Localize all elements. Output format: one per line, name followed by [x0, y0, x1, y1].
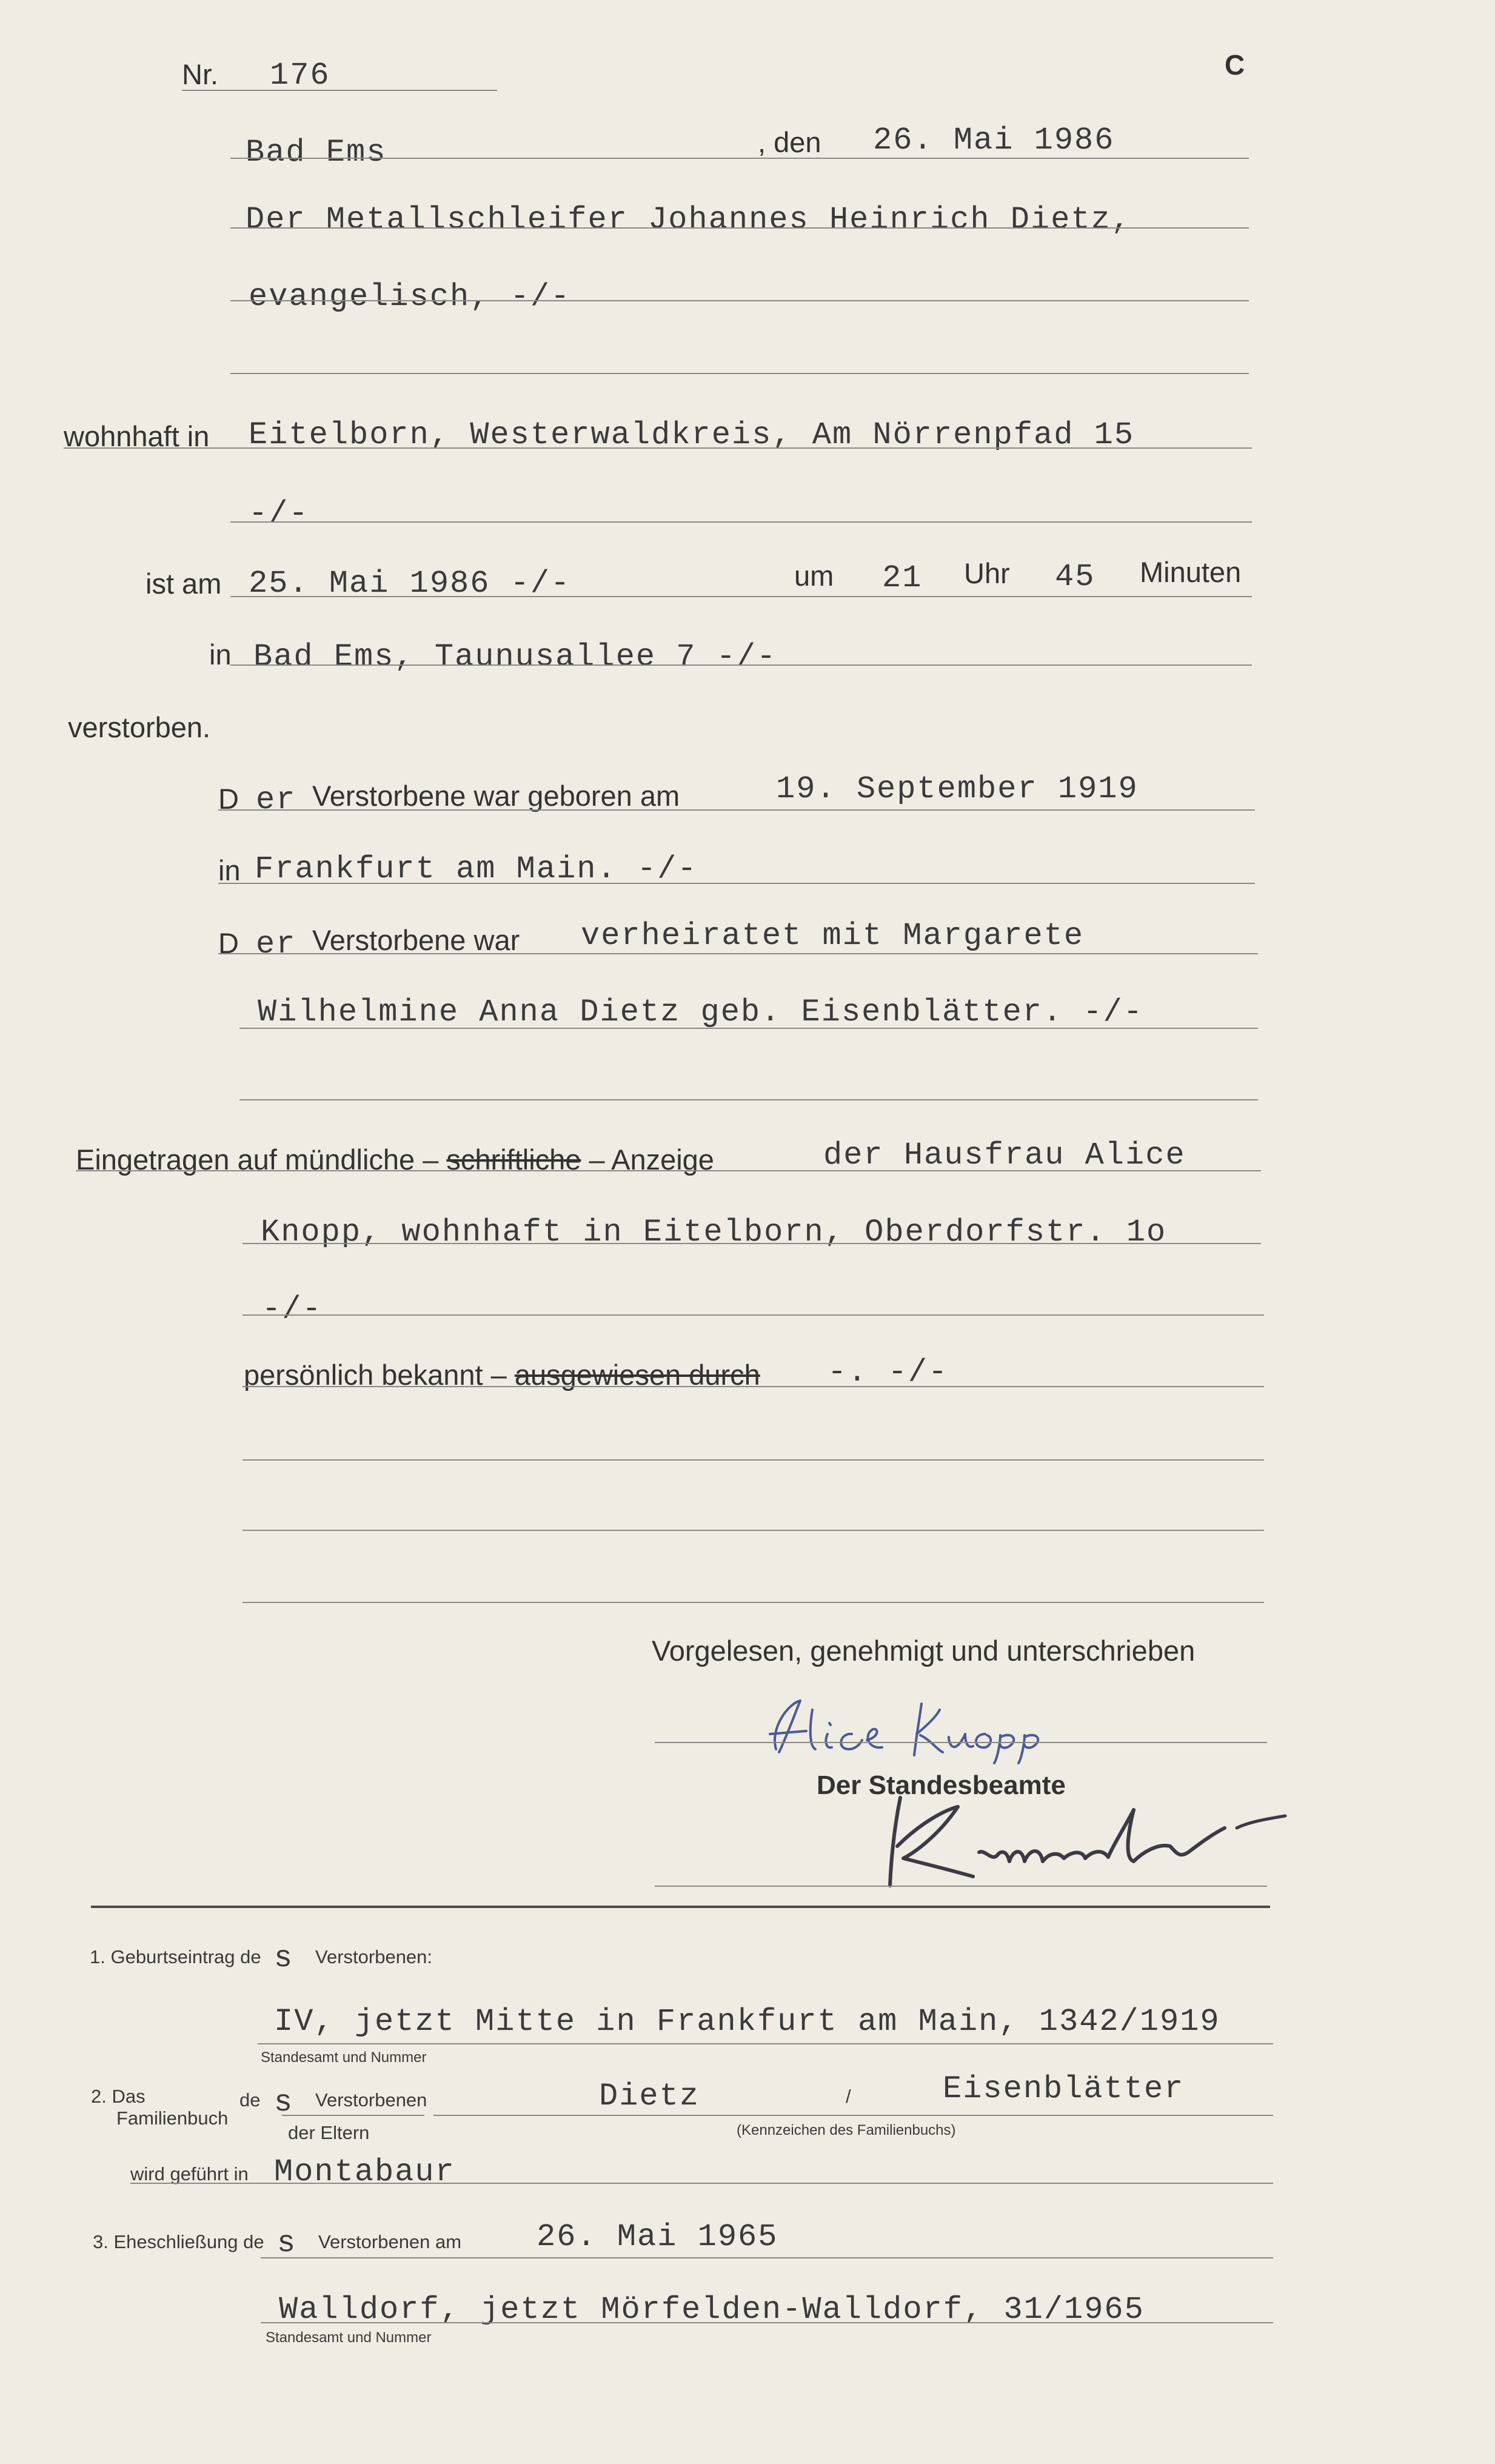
nr-label: Nr.: [182, 58, 219, 90]
informant-rule-1: [76, 1170, 1261, 1171]
registrar-label: Der Standesbeamte: [817, 1770, 1066, 1800]
family-book-s: s: [274, 2086, 293, 2120]
nr-line: [182, 90, 497, 91]
birth-entry-caption: Standesamt und Nummer: [261, 2049, 427, 2066]
marriage-entry-date-rule: [261, 2257, 1273, 2258]
marriage-entry-date: 26. Mai 1965: [537, 2219, 778, 2255]
registrar-signature: [873, 1786, 1309, 1895]
um-label: um: [794, 560, 834, 592]
address-rule: [64, 447, 1252, 449]
birth-date-rule: [218, 809, 1255, 811]
uhr-label: Uhr: [964, 557, 1010, 589]
blank-rule-2: [242, 1530, 1264, 1531]
birth-entry-rule: [258, 2043, 1273, 2044]
bleed-through-text: [788, 1140, 795, 1167]
ist-am-label: ist am: [145, 567, 222, 600]
place-value: Bad Ems: [246, 135, 387, 170]
birth-er: er: [256, 782, 296, 818]
known-label-text: persönlich bekannt –: [244, 1359, 507, 1391]
spouse-name: Wilhelmine Anna Dietz geb. Eisenblätter. -/-: [258, 994, 1144, 1030]
family-book-slash: /: [846, 2086, 851, 2107]
family-book-name-1: Dietz: [599, 2078, 700, 2114]
marriage-d-label: D: [218, 927, 239, 959]
death-place: Bad Ems, Taunusallee 7 -/-: [253, 639, 777, 675]
marriage-entry-rule: [261, 2322, 1273, 2323]
informant-line-2: Knopp, wohnhaft in Eitelborn, Oberdorfstr. 1o: [261, 1214, 1167, 1250]
marital-status-rule: [218, 953, 1258, 954]
birth-d-label: D: [218, 783, 239, 815]
registration-label-struck: schriftliche: [446, 1143, 581, 1176]
den-label: , den: [758, 126, 821, 158]
read-approved-label: Vorgelesen, genehmigt und unterschrieben: [652, 1635, 1196, 1667]
death-date: 25. Mai 1986 -/-: [249, 566, 571, 601]
address-cont-rule: [230, 521, 1252, 523]
wohnhaft-label: wohnhaft in: [64, 420, 210, 452]
blank-rule-3: [242, 1602, 1264, 1603]
deceased-line-2: evangelisch, -/-: [249, 279, 571, 315]
footer-separator: [91, 1906, 1270, 1908]
family-book-label-b: Familienbuch: [116, 2107, 229, 2129]
informant-rule-2: [242, 1243, 1261, 1244]
birth-label: Verstorbene war geboren am: [312, 780, 680, 812]
deceased-line-1: Der Metallschleifer Johannes Heinrich Dietz,: [246, 202, 1132, 238]
address-value: Eitelborn, Westerwaldkreis, Am Nörrenpfad 15: [249, 417, 1135, 453]
spouse-rule: [239, 1028, 1258, 1029]
marriage-entry-s: s: [277, 2226, 296, 2261]
known-label-struck: ausgewiesen durch: [514, 1359, 760, 1391]
informant-rule-3: [242, 1314, 1264, 1316]
informant-signature-image: [752, 1692, 1091, 1764]
registrar-signature-line: [655, 1886, 1267, 1887]
death-hour: 21: [882, 560, 923, 596]
date-value: 26. Mai 1986: [873, 122, 1115, 158]
deceased-line-2-rule: [230, 300, 1249, 301]
death-place-rule: [230, 665, 1252, 666]
informant-line-3: -/-: [262, 1291, 323, 1327]
family-book-name-2: Eisenblätter: [943, 2071, 1185, 2107]
family-book-caption: (Kennzeichen des Familienbuchs): [737, 2122, 956, 2138]
family-book-de: de: [239, 2089, 261, 2111]
death-in-label: in: [209, 638, 232, 671]
corner-letter: C: [1225, 49, 1245, 81]
death-minute: 45: [1055, 559, 1095, 595]
nr-value: 176: [270, 58, 330, 93]
marriage-blank-rule: [239, 1099, 1258, 1100]
birth-entry-label-b: Verstorbenen:: [315, 1946, 433, 1967]
registration-label-end: – Anzeige: [589, 1143, 714, 1176]
family-book-place: Montabaur: [274, 2154, 455, 2190]
marriage-entry-caption: Standesamt und Nummer: [266, 2329, 432, 2346]
informant-signature-line: [655, 1742, 1267, 1743]
verstorben-label: verstorben.: [68, 711, 211, 743]
blank-rule-1: [242, 1459, 1264, 1461]
informant-line-1: der Hausfrau Alice: [823, 1137, 1186, 1173]
birth-place: Frankfurt am Main. -/-: [255, 851, 698, 887]
family-book-place-rule: [130, 2183, 1273, 2184]
family-book-verst-rule: [282, 2115, 424, 2116]
birth-date: 19. September 1919: [776, 771, 1139, 807]
birth-in-label: in: [218, 854, 241, 886]
marriage-entry-value: Walldorf, jetzt Mörfelden-Walldorf, 31/1965: [279, 2292, 1145, 2328]
place-date-line: [230, 158, 1249, 159]
birth-entry-label: 1. Geburtseintrag de: [90, 1946, 261, 1967]
marriage-label: Verstorbene war: [312, 924, 520, 956]
family-book-eltern: der Eltern: [288, 2122, 370, 2143]
family-book-label-a: 2. Das: [91, 2086, 145, 2107]
deceased-line-1-rule: [230, 227, 1249, 229]
registration-label-start: Eingetragen auf mündliche –: [76, 1143, 439, 1176]
marriage-entry-label: 3. Eheschließung de: [93, 2231, 264, 2252]
birth-entry-s: s: [274, 1941, 293, 1976]
known-typed: -. -/-: [828, 1354, 949, 1390]
deceased-line-3-rule: [230, 373, 1249, 374]
family-book-rule: [433, 2115, 1273, 2116]
address-continued: -/-: [249, 496, 309, 532]
family-book-wird: wird geführt in: [130, 2163, 249, 2184]
marriage-entry-label-b: Verstorbenen am: [318, 2231, 462, 2252]
minuten-label: Minuten: [1140, 556, 1242, 588]
marriage-er: er: [256, 926, 296, 962]
marital-status: verheiratet mit Margarete: [581, 918, 1085, 954]
birth-place-rule: [218, 883, 1255, 884]
death-date-rule: [230, 596, 1252, 597]
family-book-verst: Verstorbenen: [315, 2089, 427, 2111]
birth-entry-value: IV, jetzt Mitte in Frankfurt am Main, 1342/1919: [274, 2004, 1220, 2040]
known-rule: [242, 1386, 1264, 1387]
